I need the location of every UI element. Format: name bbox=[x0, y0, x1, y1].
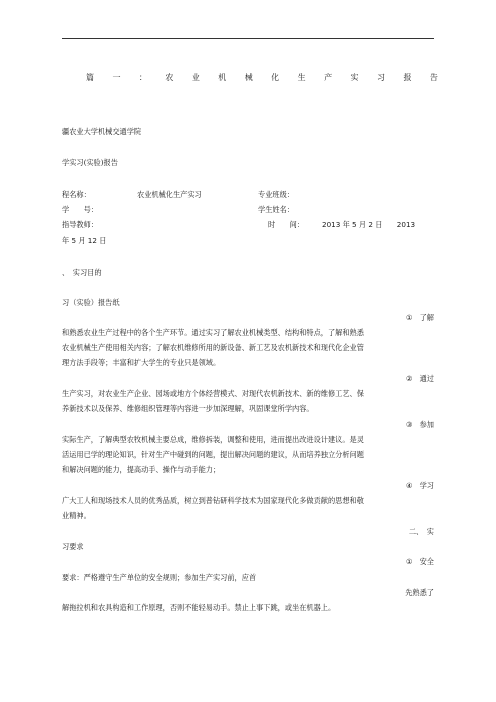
body-line: 实际生产，了解典型农牧机械主要总成，维修拆装，调整和使用，进而提出改进设计建议。是灵 bbox=[62, 435, 364, 444]
title-char: 生 bbox=[297, 73, 306, 82]
section-heading-purpose: 、 实习目的 bbox=[62, 268, 102, 277]
title-char: 报 bbox=[403, 73, 412, 82]
major-label: 专业班级： bbox=[258, 190, 294, 199]
item-number: ② 通过 bbox=[405, 374, 434, 383]
report-label: 学实习(实验)报告 bbox=[62, 158, 118, 167]
time-value-cont: 年 5 月 12 日 bbox=[62, 236, 107, 245]
title-char: 习 bbox=[376, 73, 385, 82]
time-label: 时 间： bbox=[268, 220, 304, 229]
section-heading-requirements: 二、 实 bbox=[408, 527, 434, 536]
student-no-label: 学 号： bbox=[62, 205, 98, 214]
body-line: 广大工人和现场技术人员的优秀品质，树立到普钻研科学技术为国家现代化多做贡献的思想和敬 bbox=[62, 496, 364, 505]
course-value: 农业机械化生产实习 bbox=[137, 190, 202, 199]
header-rule bbox=[62, 38, 434, 39]
title-char: 篇 bbox=[86, 73, 94, 82]
body-line: 要求：严格遵守生产单位的安全规则；参加生产实习前，应首 bbox=[62, 573, 257, 582]
body-line: 生产实习，对农业生产企业、园场或地方个体经营模式、对现代农机新技术、新的维修工艺、保 bbox=[62, 389, 364, 398]
body-line: 和熟悉农业生产过程中的各个生产环节。通过实习了解农业机械类型、结构和特点，了解和熟悉 bbox=[62, 328, 364, 337]
item-number: ① 安全 bbox=[405, 557, 434, 566]
item-number: ④ 学习 bbox=[405, 481, 434, 490]
title-char: 机 bbox=[218, 73, 227, 82]
document-title bbox=[86, 72, 438, 83]
time-value: 2013 年 5 月 2 日 2013 bbox=[322, 220, 416, 229]
body-line: 先熟悉了 bbox=[405, 588, 434, 597]
title-char: 械 bbox=[244, 73, 253, 82]
title-char: 产 bbox=[324, 73, 333, 82]
title-char: 农 bbox=[165, 73, 174, 82]
student-name-label: 学生姓名： bbox=[258, 205, 294, 214]
body-line: 业精神。 bbox=[62, 511, 91, 520]
school-name: 疆农业大学机械交通学院 bbox=[62, 127, 142, 136]
title-char: 化 bbox=[271, 73, 280, 82]
title-char: ： bbox=[138, 73, 147, 82]
title-char: 业 bbox=[191, 73, 200, 82]
item-number: ③ 参加 bbox=[405, 420, 434, 429]
body-line: 解拖拉机和农具构造和工作原理，否则不能轻易动手。禁止上事下跳，或坐在机器上。 bbox=[62, 603, 336, 612]
paper-label: 习（实验）报告纸 bbox=[62, 298, 120, 307]
title-char: 一 bbox=[112, 73, 121, 82]
title-char: 告 bbox=[429, 73, 438, 82]
body-line: 和解决问题的能力，提高动手、操作与动手能力； bbox=[62, 465, 221, 474]
course-label: 程名称： bbox=[62, 190, 91, 199]
body-line: 理方法手段等；丰富和扩大学生的专业只是领域。 bbox=[62, 358, 221, 367]
item-number: ① 了解 bbox=[405, 313, 434, 322]
body-line: 活运用已学的理论知识，针对生产中碰到的问题，提出解决问题的建议，从而培养独立分析问题 bbox=[62, 450, 364, 459]
body-line: 农业机械生产使用相关内容；了解农机维修所用的新设备、新工艺及农机新技术和现代化企业管 bbox=[62, 343, 364, 352]
teacher-label: 指导教师： bbox=[62, 220, 98, 229]
body-line: 养新技术以及保养、维修组织管理等内容进一步加深理解，巩固课堂所学内容。 bbox=[62, 404, 314, 413]
title-char: 实 bbox=[350, 73, 359, 82]
body-line: 习要求 bbox=[62, 542, 84, 551]
